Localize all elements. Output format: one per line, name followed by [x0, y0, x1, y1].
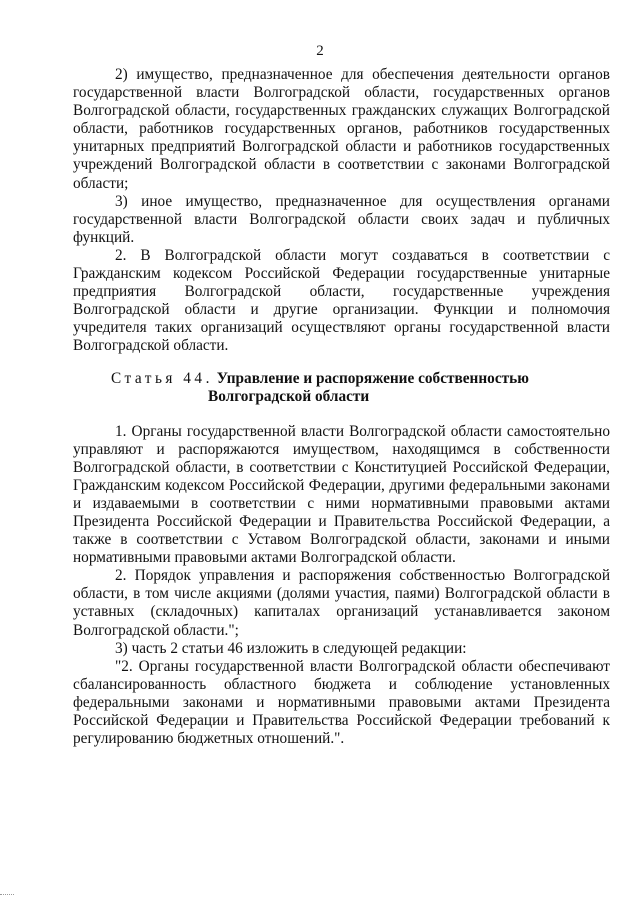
paragraph-article-clause-2: 2. Порядок управления и распоряжения собственностью Волгоградской области, в том числе акциями (долями участия, паями) Волгоградской области в уставных (складочных) капиталах организаций устанавливается законом Волгоградской области.";: [73, 567, 610, 639]
paragraph-article-clause-1: 1. Органы государственной власти Волгоградской области самостоятельно управляют и распоряжаются имуществом, находящимся в собственности Волгоградской области, в соответствии с Конституцией Российской Федерации, Гражданским кодексом Российской Федерации, другими федеральными законами и издаваемыми в соответствии с ними нормативными правовыми актами Президента Российской Федерации и Правительства Российской Федерации, а также в соответствии с Уставом Волгоградской области, законами и иными нормативными правовыми актами Волгоградской области.: [73, 422, 610, 567]
article-prefix: Статья 44.: [111, 369, 213, 387]
article-heading: [73, 370, 610, 407]
article-title-line2: Волгоградской области: [208, 388, 370, 405]
paragraph-amendment-text: "2. Органы государственной власти Волгоградской области обеспечивают сбалансированность областного бюджета и соблюдение установленных федеральными законами и нормативными правовыми актами Президента Российской Федерации и Правительства Российской Федерации требований к регулированию бюджетных отношений.".: [73, 657, 610, 748]
paragraph-item-2: 2) имущество, предназначенное для обеспечения деятельности органов государственной власти Волгоградской области, государственных органов Волгоградской области, государственных гражданских служащих Волгоградской области, работников государственных органов, работников государственных унитарных предприятий Волгоградской области и работников государственных учреждений Волгоградской области в соответствии с законами Волгоградской области;: [73, 66, 610, 192]
paragraph-item-3: 3) иное имущество, предназначенное для осуществления органами государственной власти Волгоградской области своих задач и публичных функций.: [73, 192, 610, 246]
scan-edge-mark: [0, 894, 14, 905]
document-body: [73, 66, 610, 748]
article-title-line1: Управление и распоряжение собственностью: [216, 369, 529, 387]
paragraph-amendment-3: 3) часть 2 статьи 46 изложить в следующей редакции:: [115, 639, 467, 657]
page-number: 2: [316, 43, 324, 59]
paragraph-clause-2: 2. В Волгоградской области могут создаваться в соответствии с Гражданским кодексом Российской Федерации государственные унитарные предприятия Волгоградской области, государственные учреждения Волгоградской области и другие организации. Функции и полномочия учредителя таких организаций осуществляют органы государственной власти Волгоградской области.: [73, 246, 610, 355]
